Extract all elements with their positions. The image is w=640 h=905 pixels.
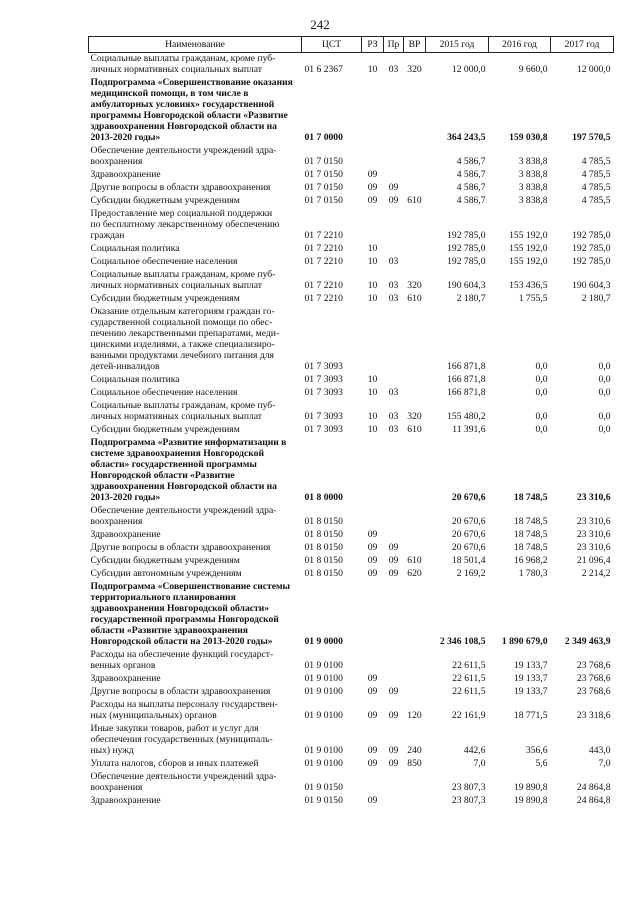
row-value-2016: 155 192,0 <box>509 230 548 241</box>
row-value-2015: 2 346 108,5 <box>439 636 486 647</box>
table-body <box>89 53 614 807</box>
row-value-2017: 23 768,6 <box>576 673 611 684</box>
row-value-2017: 7,0 <box>598 758 611 769</box>
row-value-2015: 442,6 <box>463 745 486 756</box>
row-value-2016: 3 838,8 <box>518 169 548 180</box>
table-row <box>89 793 614 806</box>
row-value-2016: 159 030,8 <box>509 132 548 143</box>
row-name: Социальное обеспечение населения <box>90 256 238 267</box>
row-value-2015: 22 611,5 <box>452 660 486 671</box>
table-row <box>89 422 614 435</box>
row-cst: 01 9 0150 <box>304 782 343 793</box>
row-vr <box>404 372 426 385</box>
row-vr <box>404 793 426 806</box>
table-row <box>89 769 614 793</box>
row-value-2017: 2 180,7 <box>581 293 611 304</box>
row-value-2015: 190 604,3 <box>447 280 486 291</box>
row-value-2016: 0,0 <box>535 387 548 398</box>
table-row <box>89 206 614 241</box>
row-cst: 01 7 3093 <box>304 361 343 372</box>
row-cst: 01 8 0000 <box>304 492 343 503</box>
row-value-2015: 4 586,7 <box>456 156 486 167</box>
row-name: Другие вопросы в области здравоохранения <box>90 182 271 193</box>
row-rz: 10 <box>367 280 378 291</box>
row-value-2017: 21 096,4 <box>576 555 611 566</box>
table-row <box>89 291 614 304</box>
row-value-2015: 166 871,8 <box>447 374 486 385</box>
row-pr <box>384 75 404 143</box>
table-row <box>89 566 614 579</box>
header-name: Наименование <box>89 37 302 53</box>
row-rz: 09 <box>367 686 378 697</box>
row-value-2015: 4 586,7 <box>456 182 486 193</box>
row-value-2016: 3 838,8 <box>518 195 548 206</box>
row-value-2015: 22 611,5 <box>452 673 486 684</box>
row-value-2016: 18 748,5 <box>513 529 548 540</box>
row-rz: 09 <box>367 795 378 806</box>
row-vr <box>404 143 426 167</box>
row-name: Субсидии бюджетным учреждениям <box>90 293 240 304</box>
row-name: Подпрограмма «Совершенствование оказания медицинской помощи, в том числе в амбулаторных условиях» государственной программы Новгородской области «Развитие здравоохранения Новгородской области на 2013-2020 годы» <box>90 77 293 143</box>
row-rz: 10 <box>367 387 378 398</box>
row-value-2016: 155 192,0 <box>509 243 548 254</box>
table-row <box>89 553 614 566</box>
row-pr <box>384 143 404 167</box>
header-2015: 2015 год <box>426 37 489 53</box>
row-value-2016: 1 755,5 <box>518 293 548 304</box>
row-value-2017: 0,0 <box>598 411 611 422</box>
table-row <box>89 647 614 671</box>
row-pr: 03 <box>388 411 399 422</box>
row-value-2015: 155 480,2 <box>447 411 486 422</box>
row-name: Обеспечение деятельности учреждений здра- воохранения <box>90 505 277 527</box>
row-name: Социальные выплаты гражданам, кроме пуб- личных нормативных социальных выплат <box>90 400 276 422</box>
row-cst: 01 7 0150 <box>304 156 343 167</box>
row-value-2016: 1 890 679,0 <box>501 636 548 647</box>
row-value-2015: 192 785,0 <box>447 230 486 241</box>
row-cst: 01 7 2210 <box>304 280 343 291</box>
table-row <box>89 697 614 721</box>
row-value-2015: 166 871,8 <box>447 361 486 372</box>
row-pr: 09 <box>388 182 399 193</box>
table-row <box>89 503 614 527</box>
row-pr: 09 <box>388 686 399 697</box>
row-pr: 03 <box>388 293 399 304</box>
row-rz: 09 <box>367 568 378 579</box>
row-value-2017: 2 214,2 <box>581 568 611 579</box>
row-name: Другие вопросы в области здравоохранения <box>90 686 271 697</box>
row-cst: 01 9 0100 <box>304 673 343 684</box>
table-row <box>89 398 614 422</box>
row-name: Здравоохранение <box>90 169 161 180</box>
row-value-2015: 2 180,7 <box>456 293 486 304</box>
row-rz <box>362 503 384 527</box>
row-cst: 01 7 2210 <box>304 256 343 267</box>
header-vr: ВР <box>404 37 426 53</box>
row-pr <box>384 435 404 503</box>
row-value-2015: 18 501,4 <box>451 555 486 566</box>
row-cst: 01 9 0100 <box>304 758 343 769</box>
row-vr: 610 <box>407 195 422 206</box>
row-value-2015: 166 871,8 <box>447 387 486 398</box>
row-vr: 610 <box>407 555 422 566</box>
row-value-2017: 23 310,6 <box>576 492 611 503</box>
row-name: Расходы на обеспечение функций государст- венных органов <box>90 649 274 671</box>
row-value-2015: 23 807,3 <box>451 795 486 806</box>
row-rz: 09 <box>367 542 378 553</box>
row-pr: 09 <box>388 542 399 553</box>
row-cst: 01 7 0150 <box>304 182 343 193</box>
table-row <box>89 435 614 503</box>
row-pr <box>384 579 404 647</box>
row-pr <box>384 503 404 527</box>
row-vr <box>404 241 426 254</box>
row-vr: 850 <box>407 758 422 769</box>
row-cst: 01 9 0150 <box>304 795 343 806</box>
row-value-2017: 4 785,5 <box>581 169 611 180</box>
row-value-2015: 4 586,7 <box>456 195 486 206</box>
row-pr <box>384 671 404 684</box>
row-value-2017: 23 310,6 <box>576 516 611 527</box>
row-value-2016: 16 968,2 <box>513 555 548 566</box>
row-value-2016: 3 838,8 <box>518 182 548 193</box>
row-value-2015: 2 169,2 <box>456 568 486 579</box>
table-row <box>89 267 614 291</box>
row-value-2017: 23 310,6 <box>576 529 611 540</box>
row-value-2017: 0,0 <box>598 374 611 385</box>
table-row <box>89 143 614 167</box>
row-value-2016: 0,0 <box>535 374 548 385</box>
row-name: Здравоохранение <box>90 529 161 540</box>
row-name: Субсидии бюджетным учреждениям <box>90 195 240 206</box>
row-pr: 03 <box>388 424 399 435</box>
row-cst: 01 9 0100 <box>304 745 343 756</box>
row-rz: 09 <box>367 182 378 193</box>
row-value-2016: 18 771,5 <box>513 710 548 721</box>
row-name: Предоставление мер социальной поддержки по бесплатному лекарственному обеспечению граждан <box>90 208 280 241</box>
row-cst: 01 8 0150 <box>304 542 343 553</box>
row-value-2017: 0,0 <box>598 424 611 435</box>
row-vr <box>404 206 426 241</box>
row-rz: 09 <box>367 529 378 540</box>
row-rz: 09 <box>367 710 378 721</box>
row-vr <box>404 527 426 540</box>
table-row <box>89 671 614 684</box>
row-pr <box>384 241 404 254</box>
row-rz <box>362 304 384 372</box>
row-vr <box>404 75 426 143</box>
row-rz: 10 <box>367 256 378 267</box>
row-value-2016: 18 748,5 <box>513 516 548 527</box>
row-cst: 01 9 0100 <box>304 660 343 671</box>
row-value-2016: 18 748,5 <box>513 542 548 553</box>
row-value-2017: 12 000,0 <box>576 64 611 75</box>
table-header <box>89 37 614 53</box>
row-value-2017: 0,0 <box>598 361 611 372</box>
row-rz: 10 <box>367 424 378 435</box>
budget-table <box>88 36 614 806</box>
row-value-2017: 24 864,8 <box>576 795 611 806</box>
row-pr <box>384 769 404 793</box>
table-row <box>89 721 614 756</box>
row-value-2016: 153 436,5 <box>509 280 548 291</box>
row-vr: 610 <box>407 293 422 304</box>
header-2017: 2017 год <box>551 37 614 53</box>
row-value-2016: 19 133,7 <box>513 660 548 671</box>
row-value-2017: 23 318,6 <box>576 710 611 721</box>
row-value-2017: 23 768,6 <box>576 686 611 697</box>
row-name: Обеспечение деятельности учреждений здра- воохранения <box>90 771 277 793</box>
table-row <box>89 75 614 143</box>
row-rz: 09 <box>367 745 378 756</box>
row-value-2017: 2 349 463,9 <box>564 636 611 647</box>
row-value-2016: 0,0 <box>535 411 548 422</box>
row-rz: 09 <box>367 195 378 206</box>
row-cst: 01 7 2210 <box>304 230 343 241</box>
header-2016: 2016 год <box>489 37 551 53</box>
row-pr: 09 <box>388 710 399 721</box>
row-pr: 03 <box>388 64 399 75</box>
row-rz <box>362 579 384 647</box>
row-value-2016: 18 748,5 <box>513 492 548 503</box>
row-vr: 320 <box>407 64 422 75</box>
row-pr: 09 <box>388 568 399 579</box>
row-value-2016: 19 133,7 <box>513 686 548 697</box>
row-cst: 01 7 2210 <box>304 243 343 254</box>
row-value-2016: 1 780,3 <box>518 568 548 579</box>
row-vr <box>404 671 426 684</box>
row-value-2017: 192 785,0 <box>572 230 611 241</box>
row-name: Оказание отдельным категориям граждан го- сударственной социальной помощи по обес- печению лекарственными препаратами, меди- цинскими изделиями, а также специализиро- ванными продуктами лечебного питания для детей-инвалидов <box>90 306 280 372</box>
row-value-2015: 22 161,9 <box>451 710 486 721</box>
row-value-2016: 9 660,0 <box>518 64 548 75</box>
row-vr <box>404 304 426 372</box>
row-value-2017: 190 604,3 <box>572 280 611 291</box>
row-vr <box>404 769 426 793</box>
row-rz <box>362 206 384 241</box>
row-value-2015: 12 000,0 <box>451 64 486 75</box>
row-name: Подпрограмма «Развитие информатизации в системе здравоохранения Новгородской области» государственной программы Новгородской области «Развитие здравоохранения Новгородской области на 2013-2020 годы» <box>90 437 287 503</box>
row-value-2015: 20 670,6 <box>451 542 486 553</box>
row-name: Социальные выплаты гражданам, кроме пуб- личных нормативных социальных выплат <box>90 269 276 291</box>
row-cst: 01 7 3093 <box>304 424 343 435</box>
row-cst: 01 9 0100 <box>304 710 343 721</box>
table-row <box>89 540 614 553</box>
table-row <box>89 254 614 267</box>
row-value-2017: 443,0 <box>588 745 611 756</box>
row-cst: 01 8 0150 <box>304 529 343 540</box>
row-value-2016: 5,6 <box>535 758 548 769</box>
row-name: Социальное обеспечение населения <box>90 387 238 398</box>
row-name: Уплата налогов, сборов и иных платежей <box>90 758 259 769</box>
row-value-2015: 192 785,0 <box>447 256 486 267</box>
row-cst: 01 6 2367 <box>304 64 343 75</box>
row-pr: 09 <box>388 745 399 756</box>
row-name: Субсидии автономным учреждениям <box>90 568 242 579</box>
row-cst: 01 7 2210 <box>304 293 343 304</box>
table-row <box>89 193 614 206</box>
row-vr <box>404 180 426 193</box>
row-vr <box>404 503 426 527</box>
row-value-2017: 23 310,6 <box>576 542 611 553</box>
row-value-2017: 192 785,0 <box>572 256 611 267</box>
row-cst: 01 9 0100 <box>304 686 343 697</box>
header-rz: РЗ <box>362 37 384 53</box>
row-value-2017: 4 785,5 <box>581 156 611 167</box>
row-rz: 10 <box>367 374 378 385</box>
table-row <box>89 180 614 193</box>
row-value-2016: 155 192,0 <box>509 256 548 267</box>
row-cst: 01 7 3093 <box>304 387 343 398</box>
row-name: Субсидии бюджетным учреждениям <box>90 424 240 435</box>
row-value-2016: 3 838,8 <box>518 156 548 167</box>
row-vr: 610 <box>407 424 422 435</box>
row-value-2015: 11 391,6 <box>452 424 486 435</box>
row-value-2016: 19 890,8 <box>513 795 548 806</box>
row-vr: 320 <box>407 280 422 291</box>
row-pr: 03 <box>388 256 399 267</box>
header-cst: ЦСТ <box>302 37 362 53</box>
row-name: Обеспечение деятельности учреждений здра- воохранения <box>90 145 277 167</box>
row-value-2015: 20 670,6 <box>451 516 486 527</box>
row-vr <box>404 167 426 180</box>
row-pr: 09 <box>388 195 399 206</box>
row-name: Субсидии бюджетным учреждениям <box>90 555 240 566</box>
row-rz: 10 <box>367 411 378 422</box>
row-rz: 09 <box>367 555 378 566</box>
row-cst: 01 9 0000 <box>304 636 343 647</box>
row-value-2015: 192 785,0 <box>447 243 486 254</box>
row-name: Здравоохранение <box>90 795 161 806</box>
row-rz: 10 <box>367 293 378 304</box>
table-row <box>89 372 614 385</box>
table-row <box>89 579 614 647</box>
row-value-2015: 4 586,7 <box>456 169 486 180</box>
row-value-2017: 23 768,6 <box>576 660 611 671</box>
row-cst: 01 7 3093 <box>304 374 343 385</box>
row-value-2015: 7,0 <box>473 758 486 769</box>
table-row <box>89 53 614 76</box>
row-cst: 01 7 0150 <box>304 195 343 206</box>
row-pr: 03 <box>388 280 399 291</box>
row-cst: 01 7 0000 <box>304 132 343 143</box>
row-pr <box>384 527 404 540</box>
row-value-2015: 20 670,6 <box>451 529 486 540</box>
table-row <box>89 304 614 372</box>
row-name: Здравоохранение <box>90 673 161 684</box>
row-value-2017: 4 785,5 <box>581 195 611 206</box>
row-vr <box>404 435 426 503</box>
row-name: Подпрограмма «Совершенствование системы территориального планирования здравоохранения Новгородской области» государственной программы Новгородской области «Развитие здравоохранения Новгородской области на 2013-2020 годы» <box>90 581 291 647</box>
row-cst: 01 8 0150 <box>304 516 343 527</box>
row-vr: 240 <box>407 745 422 756</box>
row-value-2017: 197 570,5 <box>572 132 611 143</box>
row-rz <box>362 647 384 671</box>
row-name: Социальная политика <box>90 243 180 254</box>
row-value-2016: 0,0 <box>535 361 548 372</box>
row-cst: 01 7 3093 <box>304 411 343 422</box>
row-rz: 09 <box>367 758 378 769</box>
row-pr: 09 <box>388 758 399 769</box>
header-pr: Пр <box>384 37 404 53</box>
table-row <box>89 385 614 398</box>
row-name: Расходы на выплаты персоналу государствен- ных (муниципальных) органов <box>90 699 278 721</box>
table-row <box>89 684 614 697</box>
row-vr <box>404 385 426 398</box>
row-pr <box>384 206 404 241</box>
row-rz: 09 <box>367 673 378 684</box>
row-vr: 320 <box>407 411 422 422</box>
table-row <box>89 167 614 180</box>
row-rz: 10 <box>367 243 378 254</box>
row-name: Социальная политика <box>90 374 180 385</box>
row-rz <box>362 435 384 503</box>
row-cst: 01 7 0150 <box>304 169 343 180</box>
row-cst: 01 8 0150 <box>304 555 343 566</box>
row-name: Другие вопросы в области здравоохранения <box>90 542 271 553</box>
table-row <box>89 756 614 769</box>
row-vr <box>404 254 426 267</box>
row-pr <box>384 647 404 671</box>
row-vr: 620 <box>407 568 422 579</box>
row-value-2017: 4 785,5 <box>581 182 611 193</box>
row-pr <box>384 793 404 806</box>
row-value-2016: 19 890,8 <box>513 782 548 793</box>
row-rz: 09 <box>367 169 378 180</box>
table-row <box>89 241 614 254</box>
row-value-2016: 19 133,7 <box>513 673 548 684</box>
row-value-2015: 364 243,5 <box>447 132 486 143</box>
page-number: 242 <box>310 17 330 32</box>
row-value-2017: 24 864,8 <box>576 782 611 793</box>
row-value-2017: 192 785,0 <box>572 243 611 254</box>
row-pr <box>384 167 404 180</box>
row-value-2015: 23 807,3 <box>451 782 486 793</box>
row-rz <box>362 75 384 143</box>
row-vr <box>404 579 426 647</box>
row-vr <box>404 540 426 553</box>
row-value-2016: 356,6 <box>525 745 548 756</box>
row-rz <box>362 769 384 793</box>
row-rz <box>362 143 384 167</box>
row-value-2015: 20 670,6 <box>451 492 486 503</box>
row-value-2015: 22 611,5 <box>452 686 486 697</box>
row-pr <box>384 372 404 385</box>
row-pr <box>384 304 404 372</box>
row-vr: 120 <box>407 710 422 721</box>
row-value-2017: 0,0 <box>598 387 611 398</box>
row-vr <box>404 684 426 697</box>
row-name: Социальные выплаты гражданам, кроме пуб- личных нормативных социальных выплат <box>90 53 276 75</box>
row-vr <box>404 647 426 671</box>
row-value-2016: 0,0 <box>535 424 548 435</box>
row-pr: 03 <box>388 387 399 398</box>
table-row <box>89 527 614 540</box>
row-cst: 01 8 0150 <box>304 568 343 579</box>
row-pr: 09 <box>388 555 399 566</box>
row-name: Иные закупки товаров, работ и услуг для обеспечения государственных (муниципаль- ных) нужд <box>90 723 273 756</box>
row-rz: 10 <box>367 64 378 75</box>
